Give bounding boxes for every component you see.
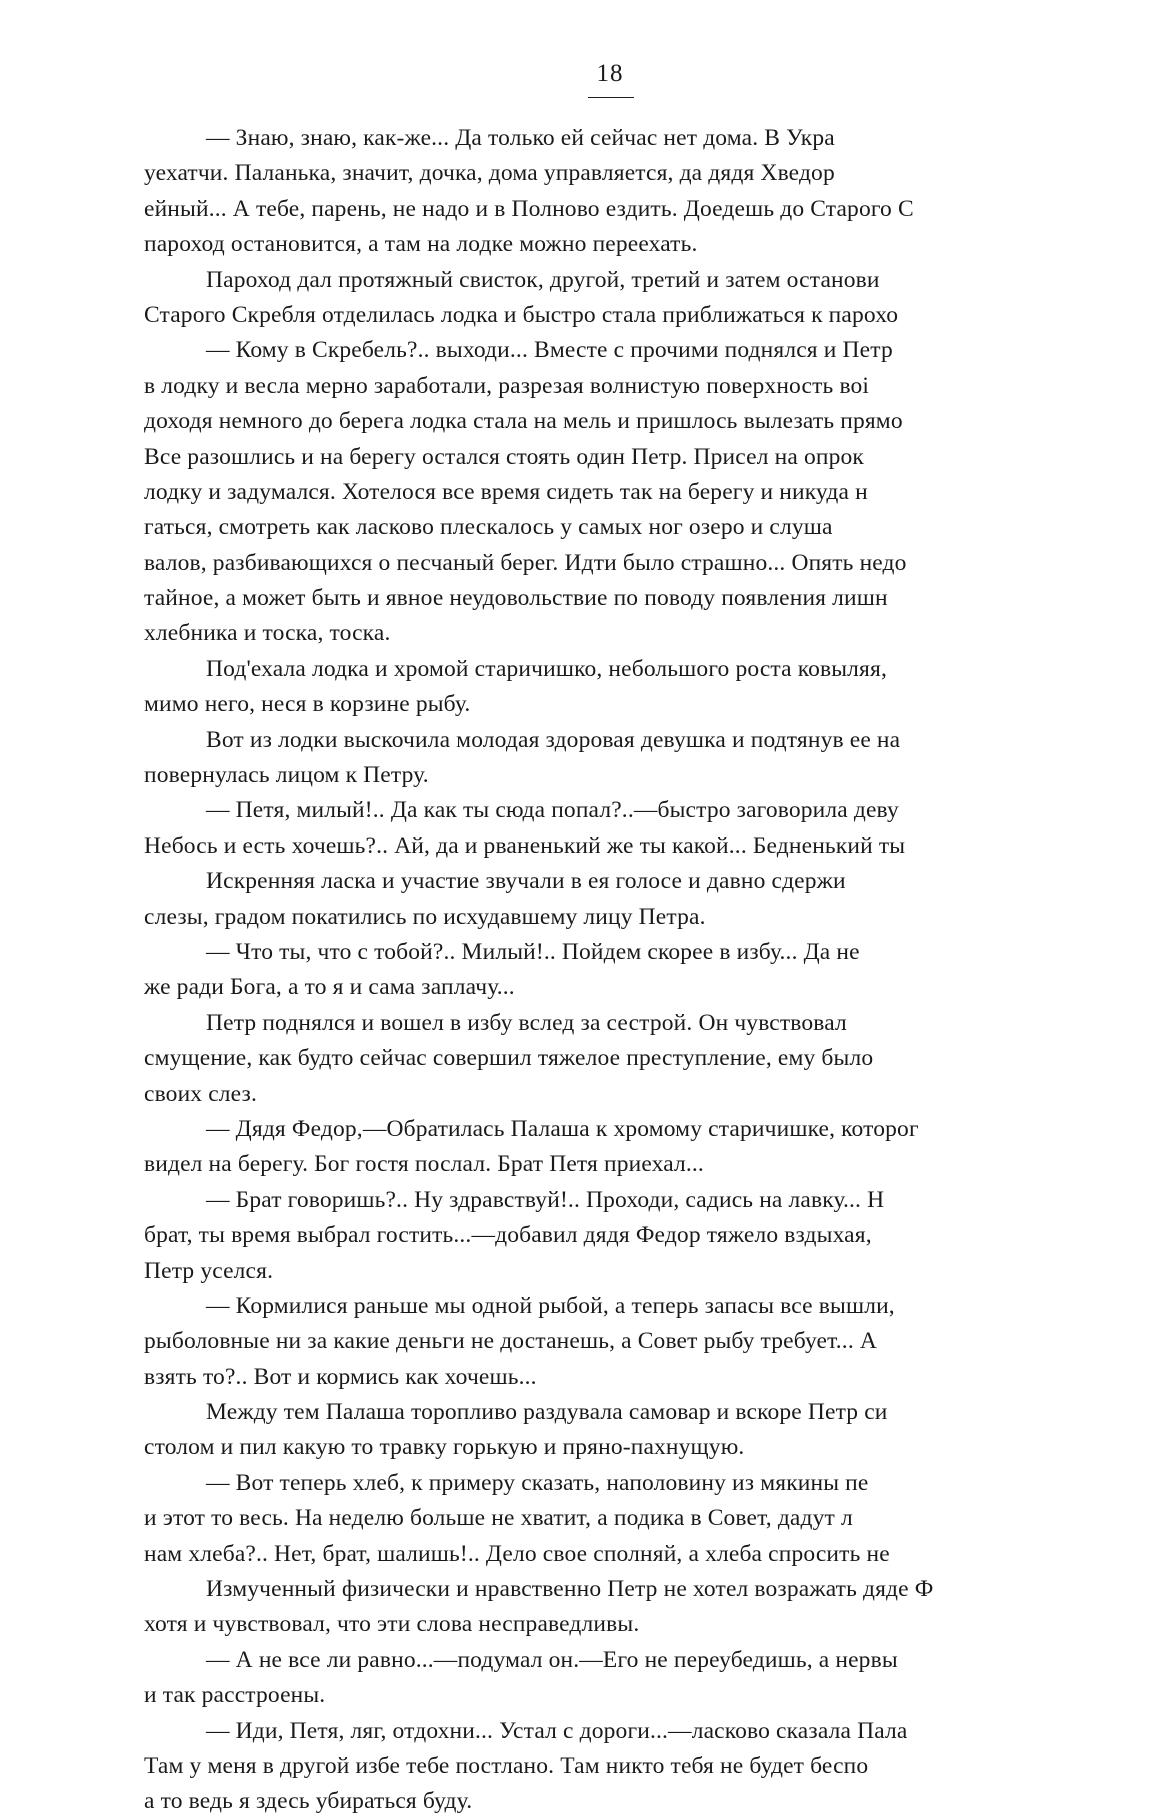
text-line: же ради Бога, а то я и сама заплачу... [144, 974, 515, 1001]
text-line: Вот из лодки выскочила молодая здоровая девушка и подтянув ее на [206, 726, 901, 753]
text-line: — Знаю, знаю, как-же... Да только ей сейчас нет дома. В Укрa [206, 125, 835, 151]
text-line: тайное, а может быть и явное неудовольствие по поводу появления лишн [144, 585, 888, 612]
text-line: Пароход дал протяжный свисток, другой, третий и затем останови [206, 266, 880, 293]
text-line: — Кормилися раньше мы одной рыбой, а теперь запасы все вышли, [206, 1292, 895, 1319]
text-line: Петр поднялся и вошел в избу вслед за сестрой. Он чувствовал [206, 1009, 847, 1036]
text-line: Измученный физически и нравственно Петр не хотел возражать дяде Ф [206, 1576, 934, 1603]
text-line: хотя и чувствовал, что эти слова несправедливы. [144, 1611, 640, 1638]
text-line: — Петя, милый!.. Да как ты сюда попал?..—быстро заговорила деву [206, 797, 899, 824]
text-line: слезы, градом покатились по исхудавшему лицу Петра. [144, 903, 706, 930]
text-line: видел на берегу. Бог гостя послал. Брат Петя приехал... [144, 1151, 704, 1178]
body-text [144, 121, 1154, 1820]
text-line: Все разошлись и на берегу остался стоять один Петр. Присел на опрок [144, 443, 864, 470]
text-line: смущение, как будто сейчас совершил тяжелое преступление, ему было [144, 1045, 874, 1072]
text-line: столом и пил какую то травку горькую и пряно-пахнущую. [144, 1434, 745, 1461]
text-line: и так расстроены. [144, 1682, 326, 1709]
text-line: Петр уселся. [144, 1257, 274, 1284]
text-line: Там у меня в другой избе тебе постлано. Там никто тебя не будет беспо [144, 1752, 869, 1779]
text-line: валов, разбивающихся о песчаный берег. Идти было страшно... Опять недо [144, 549, 907, 576]
text-line: и этот то весь. На неделю больше не хватит, а подика в Совет, дадут л [144, 1505, 853, 1532]
text-line: рыболовные ни за какие деньги не достанешь, а Совет рыбу требует... А [144, 1328, 877, 1355]
text-line: пароход остановится, а там на лодке можно переехать. [144, 231, 698, 258]
text-line: гаться, смотреть как ласково плескалось у самых ног озеро и слуша [144, 514, 833, 541]
text-line: Искренняя ласка и участие звучали в ея голосе и давно сдержи [206, 868, 846, 895]
text-line: Старого Скребля отделилась лодка и быстро стала приближаться к парохо [144, 301, 899, 328]
text-line: — А не все ли равно...—подумал он.—Его не переубедишь, а нервы [206, 1646, 898, 1673]
text-line: в лодку и весла мерно заработали, разрезая волнистую поверхность воі [144, 372, 870, 399]
text-line: хлебника и тоска, тоска. [144, 620, 391, 647]
text-line: ейный... А тебе, парень, не надо и в Полново ездить. Доедешь до Старого С [144, 195, 914, 222]
text-line: брат, ты время выбрал гостить...—добавил дядя Федор тяжело вздыхая, [144, 1222, 872, 1249]
text-line: — Кому в Скребель?.. выходи... Вместе с прочими поднялся и Петр [206, 337, 893, 364]
text-line: Под'ехала лодка и хромой старичишко, небольшого роста ковыляя, [206, 655, 888, 682]
text-line: — Брат говоришь?.. Ну здравствуй!.. Проходи, садись на лавку... Н [206, 1186, 885, 1213]
text-line: лодку и задумался. Хотелося все время сидеть так на берегу и никуда н [144, 478, 868, 505]
page-number: 18 [596, 60, 624, 87]
text-line: а то ведь я здесь убираться буду. [144, 1788, 473, 1815]
text-line: своих слез. [144, 1080, 257, 1107]
text-line: повернулась лицом к Петру. [144, 762, 429, 789]
text-line: мимо него, неся в корзине рыбу. [144, 691, 471, 718]
text-line: уехатчи. Паланька, значит, дочка, дома управляется, да дядя Хведор [144, 160, 835, 187]
text-line: Между тем Палаша торопливо раздувала самовар и вскоре Петр си [206, 1399, 888, 1426]
text-line: Небось и есть хочешь?.. Ай, да и рваненький же ты какой... Бедненький ты [144, 832, 906, 859]
text-line: — Что ты, что с тобой?.. Милый!.. Пойдем скорее в избу... Да не [206, 938, 860, 965]
text-line: взять то?.. Вот и кормись как хочешь... [144, 1363, 537, 1390]
text-line: — Вот теперь хлеб, к примеру сказать, наполовину из мякины пе [206, 1469, 869, 1496]
text-line: — Дядя Федор,—Обратилась Палаша к хромому старичишке, которог [206, 1115, 919, 1142]
text-line: нам хлеба?.. Нет, брат, шалишь!.. Дело свое сполняй, а хлеба спросить не [144, 1540, 890, 1567]
text-line: доходя немного до берега лодка стала на мель и пришлось вылезать прямо [144, 408, 903, 435]
page-number-rule [588, 97, 634, 98]
text-line: — Иди, Петя, ляг, отдохни... Устал с дороги...—ласково сказала Пала [206, 1717, 908, 1744]
